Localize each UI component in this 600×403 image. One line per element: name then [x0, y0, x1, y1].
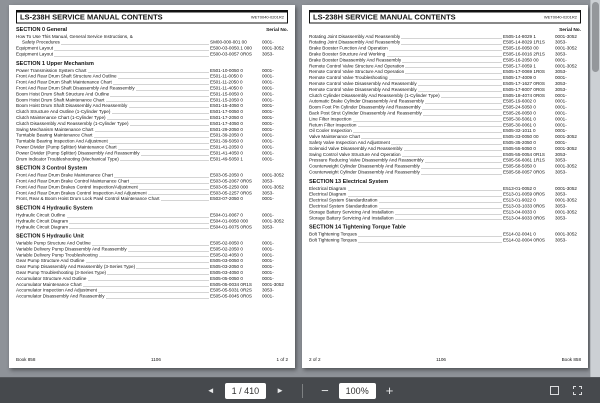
fit-page-glyph: [550, 386, 559, 395]
toc-row: Clutch Maintenance Chart (1-Cylinder Type) E501-17-2050 0 0001-: [16, 114, 274, 120]
toc-section: [309, 179, 581, 221]
toc-row: Bolt Tightening Torques E514-02-0041 0 0001-3052: [309, 231, 577, 237]
toc-row: Electrical System Standardization E513-03-1033 0R0S 3053-: [309, 203, 567, 209]
toc-row: Remote Control Valve Disassembly And Reassembly E505-17-8007 0R0S 3053-: [309, 86, 567, 92]
toc-row: Safety Valve Inspection And Adjustment E505-35-2050 0 0001-: [309, 139, 567, 145]
toc-row: Bolt Tightening Torques E514-02-0004 0R0S 3053-: [309, 237, 567, 243]
page-title: LS-238H SERVICE MANUAL CONTENTS: [20, 13, 163, 22]
page-header: [309, 10, 581, 23]
toc-row: Valve Maintenance Chart E505-33-0050 00 0001-3052: [309, 134, 577, 140]
toc-row: Variable Delivery Pump Disassembly And Reassembly E505-02-2050 0 0001-: [16, 246, 274, 252]
page-number-input[interactable]: 1 / 410: [225, 383, 267, 399]
toc-row: Brake Booster Structure And Working E505-16-0016 2R1S 3053-: [309, 51, 567, 57]
toc-row: Accumulator Maintenance Chart E505-05-0034 0R1S 0001-3052: [16, 281, 284, 287]
toc-row: Brake Booster Disassembly And Reassembly E505-16-2050 00 0001-: [309, 57, 567, 63]
toc-row: Electrical System Standardization E513-01-9022 0 0001-3052: [309, 197, 577, 203]
zoom-out-button[interactable]: −: [317, 382, 333, 399]
toc-row: Power Divider (Pump Splitter) Maintenance Chart E501-41-2050 0 0001-: [16, 144, 274, 150]
toc-row: Accumulator Inspection And Adjustment E505-05-5031 0R2S 3053-: [16, 287, 274, 293]
toc-row: Return Filter Inspection E505-30-0061 0 0001-: [309, 122, 567, 128]
zoom-level-display[interactable]: 100%: [339, 383, 376, 399]
toc-section: [16, 27, 288, 57]
footer-sheet-count: 2 of 2: [309, 357, 321, 363]
toc-row: Front And Rear Drum Brake Control Maintenance Chart E503-05-2067 0R0S 3053-: [16, 178, 274, 184]
toc-row: Boom Hoist Drum Shaft Disassembly And Reassembly E501-15-4050 0 0001-: [16, 103, 274, 109]
toc-row: Turntable Bearing Inspection And Adjustment E501-39-5050 0 0001-: [16, 138, 274, 144]
toc-row: Drum Indicator Troubleshooting (Mechanical Type) E501-49-5050 1 0001-: [16, 156, 274, 162]
toc-row: Counterweight Cylinder Disassembly And Reassembly E505-58-0057 0R0S 3053-: [309, 169, 567, 175]
toc-row: Swing Control Valve Structure And Operation E505-55-0054 0R1S 3053-: [309, 151, 567, 157]
page-header: [16, 10, 288, 23]
vertical-scrollbar[interactable]: [590, 0, 600, 377]
toc-section: [16, 206, 288, 231]
toc-row: Clutch Disassembly And Reassembly (1-Cylinder Type) E501-17-4050 0 0001-: [16, 120, 274, 126]
toc-row: Accumulator Structure And Outline E505-05-0050 0 0001-: [16, 275, 274, 281]
fullscreen-glyph: [573, 386, 582, 395]
toc-row: Counterweight Cylinder Disassembly And Reassembly E505-58-5050 0 0001-3052: [309, 163, 577, 169]
section-heading: SECTION 13 Electrical System: [309, 178, 389, 185]
section-heading: SECTION 1 Upper Mechanism: [16, 60, 94, 67]
fit-page-icon[interactable]: [548, 384, 561, 397]
section-heading: Serial No.: [559, 26, 581, 33]
toc-section: [309, 27, 581, 175]
toc-row: Front And Rear Drum Brakes Control Inspection/Adjustment E503-05-2250 000 0001-3052: [16, 184, 284, 190]
toc-body: [309, 27, 581, 243]
toc-section: [16, 234, 288, 300]
toc-row: Electrical Diagram E513-01-0052 0 0001-3052: [309, 185, 577, 191]
toc-row: Clutch Cylinder Disassembly And Reassembly (1-Cylinder Type) E505-18-4074 0R0S 0001-: [309, 92, 567, 98]
toc-row: Automatic Brake Cylinder Disassembly And Reassembly E505-19-6002 0 0001-: [309, 98, 567, 104]
toc-row: Variable Pump Structure And Outline E505-02-0050 0 0001-: [16, 240, 274, 246]
document-page-1: [9, 5, 295, 368]
section-heading: SECTION 5 Hydraulic Unit: [16, 233, 84, 240]
toc-row: Remote Control Valve Structure And Operation E505-17-0059 1 0001-3052: [309, 63, 577, 69]
toc-row: Solenoid Valve Disassembly And Reassembly E505-55-5050 0 0001-3052: [309, 145, 577, 151]
toc-row: Clutch Structure And Outline (1-Cylinder Type) E501-17-0050 0 0001-: [16, 109, 274, 115]
toc-row: Gear Pump Disassembly And Reassembly (3-Series Type) E505-03-2050 0 0001-: [16, 264, 274, 270]
toc-row: Boom Hoist Drum Shaft Maintenance Chart E501-15-2050 0 0001-: [16, 97, 274, 103]
next-page-button[interactable]: ►: [272, 384, 288, 397]
toc-row: Back Post Strut Cylinder Disassembly And Reassembly E505-26-0050 0 0001-: [309, 110, 567, 116]
fullscreen-icon[interactable]: [571, 384, 584, 397]
toc-row: Front And Rear Drum Shaft Maintenance Chart E501-11-2050 0 0001-: [16, 79, 274, 85]
toc-row: Line Filter Inspection E505-30-5061 0 0001-: [309, 116, 567, 122]
toolbar-controls: [203, 382, 398, 399]
bottom-toolbar: [0, 377, 600, 403]
toc-row: Hydraulic Circuit Diagram E504-01-0075 0R0S 3053-: [16, 224, 274, 230]
toc-row: Boom Foot Pin Cylinder Disassembly And Reassembly E505-24-5050 0 0001-: [309, 104, 567, 110]
footer-book-number: Book 858: [561, 357, 581, 363]
previous-page-button[interactable]: ◄: [203, 384, 219, 397]
toc-section: [309, 225, 581, 244]
toc-row: Power Transmission System Chart E501-10-0050 0 0001-: [16, 67, 274, 73]
toc-row: Equipment Layout E500-03-0057 0R0S 3053-: [16, 51, 274, 57]
toolbar-divider: [302, 384, 303, 398]
toc-row: Power Divider (Pump Splitter) Disassembly And Reassembly E501-41-4050 0 0001-: [16, 150, 274, 156]
toc-row: Remote Control Valve Troubleshooting E505-17-4009 0 0001-: [309, 75, 567, 81]
document-page-2: [302, 5, 588, 368]
toc-row: Turntable Bearing Maintenance Chart E501-39-2050 0 0001-: [16, 132, 274, 138]
footer-book-number: Book 858: [16, 357, 36, 363]
toc-row: Front, Rear & Boom Hoist Drum Lock Pawl Control Maintenance Chart E503-07-2050 0 0001-: [16, 196, 274, 202]
toc-row: Storage Battery Servicing And Installation E513-04-9033 0R0S 3053-: [309, 215, 567, 221]
toc-row: Hydraulic Circuit Outline E504-01-0067 0 0001-: [16, 212, 274, 218]
footer-page-number: 1106: [151, 357, 161, 363]
page-title: LS-238H SERVICE MANUAL CONTENTS: [313, 13, 456, 22]
toc-row: Pressure Reducing Valve Disassembly And Reassembly E505-56-6061 1R1S 3053-: [309, 157, 567, 163]
toc-row: Front And Rear Drum Shaft Structure And Outline E501-11-0050 0 0001-: [16, 73, 274, 79]
doc-number: WET0040-0201R2: [543, 15, 577, 20]
zoom-in-button[interactable]: +: [382, 382, 398, 399]
section-heading: SECTION 4 Hydraulic System: [16, 205, 93, 212]
toc-row: Swing Mechanism Maintenance Chart E501-29-2050 0 0001-: [16, 126, 274, 132]
section-heading: SECTION 3 Control System: [16, 165, 88, 172]
toc-section: [16, 166, 288, 202]
toc-row: Front And Rear Drum Shaft Disassembly And Reassembly E501-11-4050 0 0001-: [16, 85, 274, 91]
toc-row: Rotating Joint Disassembly And Reassembly E505-14-8029 1 0001-3052: [309, 33, 577, 39]
toc-row: Equipment Layout E500-03-0050.1 000 0001-3052: [16, 45, 284, 51]
toc-row: Boom Hoist Drum Shaft Structure And Outline E501-15-0050 0 0001-: [16, 91, 274, 97]
toolbar-right-group: [548, 384, 584, 397]
toc-row: Rotating Joint Disassembly And Reassembly E505-14-8029 1R1S 3053-: [309, 39, 567, 45]
toc-row: Gear Pump Structure And Outline E505-03-0050 0 0001-: [16, 258, 274, 264]
toc-row: Remote Control Valve Structure And Operation E505-17-0069 1R0S 3053-: [309, 69, 567, 75]
toc-row: Storage Battery Servicing And Installation E513-04-0033 0 0001-3052: [309, 209, 577, 215]
toc-row: Safety Procedures SM00-000-001 00 0001-: [22, 39, 274, 45]
section-heading: SECTION 0 General Serial No.: [16, 26, 288, 33]
toc-row: Remote Control Valve Disassembly And Reassembly E505-17-1627 0R0S 3053-: [309, 80, 567, 86]
toc-body: [16, 27, 288, 300]
page-footer: [16, 357, 288, 363]
toc-row: Front And Rear Drum Brake Maintenance Chart E503-05-2050 0 0001-3052: [16, 172, 284, 178]
scrollbar-thumb[interactable]: [592, 2, 599, 72]
toc-row: Accumulator Disassembly And Reassembly E505-05-0045 0R0S 0001-: [16, 293, 274, 299]
doc-number: WET0040-0201R2: [250, 15, 284, 20]
toc-row: Variable Delivery Pump Troubleshooting E505-02-4050 0 0001-: [16, 252, 274, 258]
page-footer: [309, 357, 581, 363]
section-heading: SECTION 14 Tightening Torque Table: [309, 224, 406, 231]
footer-page-number: 1106: [436, 357, 446, 363]
toc-row: Brake Booster Function And Operation E505-16-0050 00 0001-3052: [309, 45, 577, 51]
toc-row: Front And Rear Drum Brakes Control Inspection And Adjustment E503-05-2257 0R0S 3053-: [16, 190, 274, 196]
toc-row: Gear Pump Troubleshooting (3-Series Type) E505-03-4050 0 0001-: [16, 270, 274, 276]
toc-row: How To Use This Manual, General Service Instructions, &: [16, 33, 133, 39]
toc-row: Hydraulic Circuit Diagram E504-01-0050 000 0001-3052: [16, 218, 284, 224]
footer-sheet-count: 1 of 2: [276, 357, 288, 363]
toc-row: Oil Cooler Inspection E505-32-1011 0 0001-: [309, 128, 567, 134]
toc-row: Electrical Diagram E513-01-0059 0R0S 3053-: [309, 191, 567, 197]
toc-section: [16, 61, 288, 162]
